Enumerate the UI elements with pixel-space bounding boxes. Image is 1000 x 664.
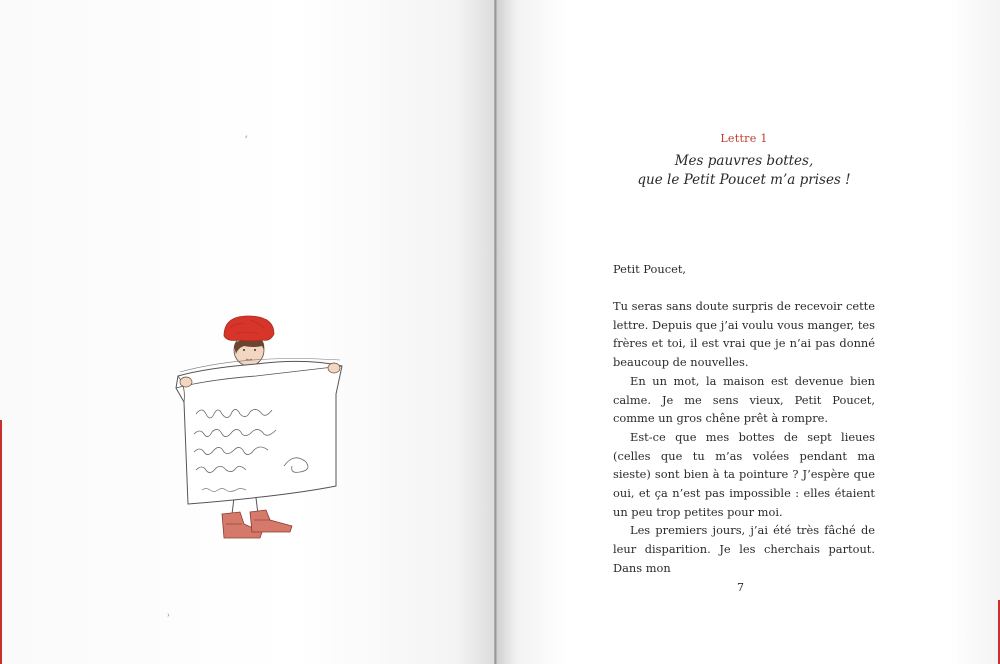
left-page xyxy=(0,0,496,664)
red-hat-icon xyxy=(224,316,274,341)
chapter-title xyxy=(496,152,992,190)
paragraph-2: En un mot, la maison est devenue bien calme. Je me sens vieux, Petit Poucet, comme un gros chêne prêt à rompre. xyxy=(613,373,875,426)
left-hand-icon xyxy=(180,377,192,387)
letter-body xyxy=(613,297,875,578)
paragraph-1: Tu seras sans doute surpris de recevoir cette lettre. Depuis que j’ai voulu vous manger, tes frères et toi, il est vrai que je n’ai pas donné beaucoup de nouvelles. xyxy=(613,299,875,370)
page-number: 7 xyxy=(737,581,744,594)
book-gutter xyxy=(494,0,497,664)
chapter-label: Lettre 1 xyxy=(720,132,768,145)
right-hand-icon xyxy=(328,363,340,373)
paper-speck: ʾ xyxy=(167,612,171,625)
letter-salutation: Petit Poucet, xyxy=(613,262,687,276)
child-holding-letter-illustration xyxy=(166,310,350,546)
page-edge-left xyxy=(0,420,2,664)
paragraph-4: Les premiers jours, j’ai été très fâché de leur disparition. Je les cherchais partout. Dans mon xyxy=(613,523,875,575)
right-boot-icon xyxy=(250,510,292,532)
paragraph-3: Est-ce que mes bottes de sept lieues (celles que tu m’as volées pendant ma sieste) sont bien à ta pointure ? J’espère que oui, et ça n’est pas impossible : elles étaient un peu trop petites pour moi. xyxy=(613,429,875,519)
chapter-title-line-1: Mes pauvres bottes, xyxy=(674,153,814,169)
paper-speck: ʼ xyxy=(244,134,248,147)
chapter-title-line-2: que le Petit Poucet m’a prises ! xyxy=(637,172,851,188)
